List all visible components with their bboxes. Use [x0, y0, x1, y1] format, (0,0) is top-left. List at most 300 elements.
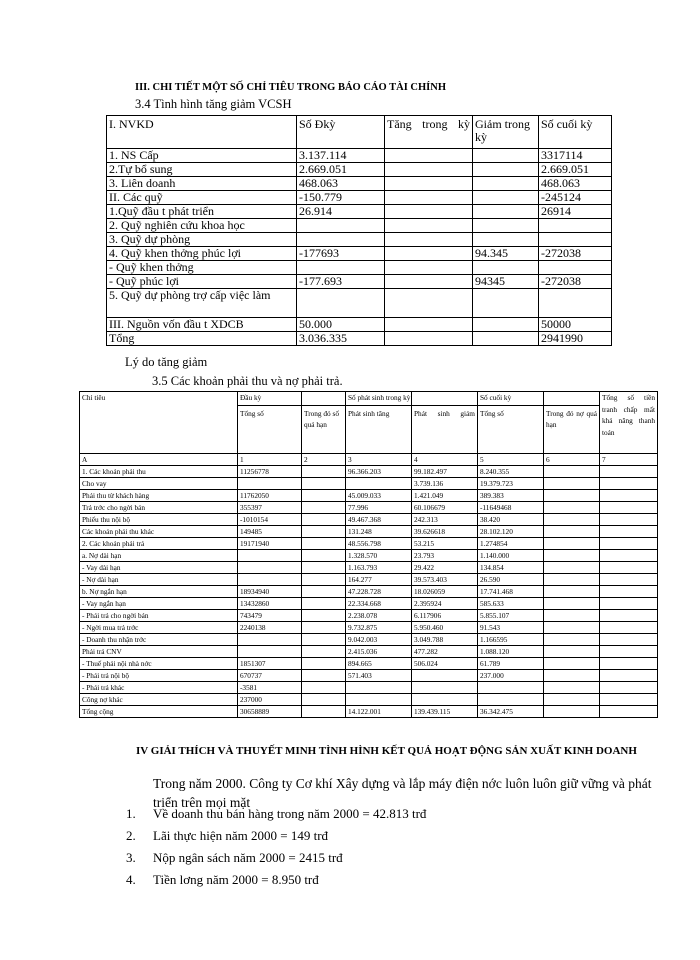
header-cell: Số cuối kỳ [539, 116, 612, 149]
header-cell [346, 392, 412, 454]
table-cell [302, 694, 346, 706]
table-cell: 13432860 [238, 598, 302, 610]
header-cell [302, 392, 346, 454]
table-cell [600, 634, 658, 646]
table-cell: 3.739.136 [412, 478, 478, 490]
table-cell [600, 526, 658, 538]
table-row [80, 490, 658, 502]
table-cell: 94345 [473, 275, 539, 289]
table-cell [600, 478, 658, 490]
table-row [107, 332, 612, 346]
table-cell: 1.421.049 [412, 490, 478, 502]
table-cell [297, 289, 385, 318]
table-cell [600, 550, 658, 562]
table-cell: 506.024 [412, 658, 478, 670]
table-cell [600, 490, 658, 502]
table-row [107, 191, 612, 205]
index-cell: 4 [412, 454, 478, 466]
table-cell [600, 646, 658, 658]
table-cell [600, 466, 658, 478]
index-cell: 5 [478, 454, 544, 466]
table-cell [302, 526, 346, 538]
table-cell [539, 261, 612, 275]
table-cell [473, 191, 539, 205]
table-cell: 29.422 [412, 562, 478, 574]
table-cell [302, 466, 346, 478]
table-row [80, 502, 658, 514]
table-cell: -245124 [539, 191, 612, 205]
table-cell [302, 670, 346, 682]
table-cell: 3. Quỹ dự phòng [107, 233, 297, 247]
table-cell [544, 466, 600, 478]
table-cell: Phải thu từ khách hàng [80, 490, 238, 502]
table-cell [297, 219, 385, 233]
table-cell: 23.793 [412, 550, 478, 562]
header-cell: Trong đó số quá hạn [304, 408, 340, 429]
table-cell [302, 538, 346, 550]
table-cell [473, 177, 539, 191]
table-cell [544, 610, 600, 622]
table-cell [473, 289, 539, 318]
table-cell: -272038 [539, 247, 612, 261]
table-cell: - Phải trả khác [80, 682, 238, 694]
header-cell: Tăng trong kỳ [385, 116, 473, 149]
table-cell: -177693 [297, 247, 385, 261]
header-cell [544, 392, 600, 454]
table-cell: 468.063 [297, 177, 385, 191]
list-item: 2. Lãi thực hiện năm 2000 = 149 trđ [126, 828, 329, 843]
header-cell: Tổng số [480, 408, 504, 418]
table-cell: 2.238.078 [346, 610, 412, 622]
table-cell [473, 332, 539, 346]
section-4-heading: IV GIẢI THÍCH VÀ THUYẾT MINH TÌNH HÌNH KẾT QUẢ HOẠT ĐỘNG SẢN XUẤT KINH DOANH [136, 745, 637, 757]
index-cell: 7 [600, 454, 658, 466]
header-cell: Giảm trong kỳ [473, 116, 539, 149]
table-cell: 3317114 [539, 149, 612, 163]
table-cell [385, 149, 473, 163]
table-cell: 9.732.875 [346, 622, 412, 634]
table-cell: 5.950.460 [412, 622, 478, 634]
table-cell: Tổng cộng [80, 706, 238, 718]
table-cell: 39.573.403 [412, 574, 478, 586]
table-row [80, 586, 658, 598]
table-cell: 1.140.000 [478, 550, 544, 562]
table-row [80, 562, 658, 574]
table-cell [302, 478, 346, 490]
table-row [80, 478, 658, 490]
table-cell: 9.042.003 [346, 634, 412, 646]
table-row [107, 177, 612, 191]
table-cell [385, 177, 473, 191]
table-cell [544, 538, 600, 550]
table-cell: - Quỹ khen thởng [107, 261, 297, 275]
table-cell: 1. NS Cấp [107, 149, 297, 163]
table-row [80, 466, 658, 478]
list-item: 3. Nộp ngân sách năm 2000 = 2415 trđ [126, 850, 343, 865]
table-cell: - Quỹ phúc lợi [107, 275, 297, 289]
table-cell: 8.240.355 [478, 466, 544, 478]
table-cell [544, 622, 600, 634]
table-cell: 99.182.497 [412, 466, 478, 478]
header-cell: Chỉ tiêu [80, 392, 238, 454]
header-cell: Phát sinh giảm [414, 408, 475, 418]
table-cell [544, 634, 600, 646]
table-cell [473, 219, 539, 233]
table-cell: 1851307 [238, 658, 302, 670]
table-cell: 237.000 [478, 670, 544, 682]
table-cell: 1.166595 [478, 634, 544, 646]
table-cell [238, 478, 302, 490]
table-cell: 3. Liên doanh [107, 177, 297, 191]
table-cell: 149485 [238, 526, 302, 538]
table-cell [600, 538, 658, 550]
table-cell [412, 694, 478, 706]
table-cell: 2.395924 [412, 598, 478, 610]
table-cell [385, 332, 473, 346]
table-cell: 94.345 [473, 247, 539, 261]
table-cell: 49.467.368 [346, 514, 412, 526]
table-cell [346, 682, 412, 694]
table-cell: 743479 [238, 610, 302, 622]
table-cell [600, 574, 658, 586]
table-cell [473, 261, 539, 275]
table-cell: 26914 [539, 205, 612, 219]
table-cell [600, 682, 658, 694]
equity-table-body [107, 149, 612, 346]
header-cell [412, 392, 478, 454]
table-cell [544, 706, 600, 718]
table-cell [385, 219, 473, 233]
table-cell [385, 233, 473, 247]
header-cell: Phát sinh tăng [348, 408, 390, 418]
list-item: 4. Tiền lơng năm 2000 = 8.950 trđ [126, 872, 319, 887]
table-cell [238, 574, 302, 586]
table-row [80, 634, 658, 646]
table-row [107, 289, 612, 318]
table-cell [600, 598, 658, 610]
table-cell [302, 706, 346, 718]
table-row [80, 682, 658, 694]
table-cell [302, 610, 346, 622]
table-cell: 18934940 [238, 586, 302, 598]
table-cell: 1.274854 [478, 538, 544, 550]
table-cell [302, 682, 346, 694]
table-cell [473, 233, 539, 247]
table-cell [539, 219, 612, 233]
table-cell: - Nợ dài hạn [80, 574, 238, 586]
table-cell: 1.Quỹ đầu t phát triển [107, 205, 297, 219]
table-cell [297, 261, 385, 275]
table-cell [600, 586, 658, 598]
table-cell: Phiếu thu nội bộ [80, 514, 238, 526]
table-cell [600, 670, 658, 682]
table-cell [302, 646, 346, 658]
table-cell: 3.049.788 [412, 634, 478, 646]
table-cell: 355397 [238, 502, 302, 514]
table-cell: 585.633 [478, 598, 544, 610]
table-row [80, 670, 658, 682]
header-group-label: Số cuối kỳ [478, 392, 543, 406]
table-cell [385, 275, 473, 289]
table-cell [544, 694, 600, 706]
table-cell: III. Nguồn vốn đầu t XDCB [107, 318, 297, 332]
table-cell: Trả trớc cho ngời bán [80, 502, 238, 514]
table-cell: 11256778 [238, 466, 302, 478]
header-group-label: Số phát sinh trong kỳ [346, 392, 411, 406]
table-cell [385, 205, 473, 219]
header-cell: Trong đó nợ quá hạn [546, 408, 597, 429]
table-cell: 2.415.036 [346, 646, 412, 658]
table-cell [385, 247, 473, 261]
table-cell: 139.439.115 [412, 706, 478, 718]
table-cell: 38.420 [478, 514, 544, 526]
table-cell: - Phải trả nội bộ [80, 670, 238, 682]
table-cell [302, 622, 346, 634]
table-cell [302, 550, 346, 562]
table-row [80, 598, 658, 610]
list-item: 1. Về doanh thu bán hàng trong năm 2000 = 42.813 trđ [126, 806, 427, 821]
table-cell [385, 261, 473, 275]
table-cell [412, 682, 478, 694]
table-cell: 2.669.051 [539, 163, 612, 177]
table-cell [412, 670, 478, 682]
table-cell: -272038 [539, 275, 612, 289]
table-cell [544, 490, 600, 502]
table-cell: a. Nợ dài hạn [80, 550, 238, 562]
table-cell [544, 586, 600, 598]
table-row [80, 550, 658, 562]
table-row [107, 247, 612, 261]
table-row [107, 219, 612, 233]
section-3-5-title: 3.5 Các khoản phải thu và nợ phải trả. [152, 374, 343, 388]
table-cell: 36.342.475 [478, 706, 544, 718]
table-cell [544, 526, 600, 538]
table-cell: 50.000 [297, 318, 385, 332]
table-cell: 2.669.051 [297, 163, 385, 177]
table-cell [238, 646, 302, 658]
table-cell: 670737 [238, 670, 302, 682]
table-cell [238, 562, 302, 574]
table-cell [302, 490, 346, 502]
table-cell: 5.855.107 [478, 610, 544, 622]
table-cell [600, 514, 658, 526]
table-cell: Các khoản phải thu khác [80, 526, 238, 538]
table-cell [302, 586, 346, 598]
table-cell [539, 289, 612, 318]
reason-label: Lý do tăng giảm [125, 355, 208, 369]
table-cell: Cho vay [80, 478, 238, 490]
section-4-paragraph: Trong năm 2000. Công ty Cơ khí Xây dựng và lắp máy điện nớc luôn luôn giữ vững và phát triển trên mọi mặt [153, 776, 652, 810]
table-cell: 3.036.335 [297, 332, 385, 346]
table-cell [600, 610, 658, 622]
table-cell: 131.248 [346, 526, 412, 538]
table-cell: 26.914 [297, 205, 385, 219]
header-cell [238, 392, 302, 454]
table-cell: 60.106679 [412, 502, 478, 514]
table-cell: 468.063 [539, 177, 612, 191]
table-row [107, 205, 612, 219]
table-cell [302, 562, 346, 574]
table-cell [385, 163, 473, 177]
table-row [80, 526, 658, 538]
table-cell [478, 682, 544, 694]
table-cell: 1.328.570 [346, 550, 412, 562]
table-cell: 164.277 [346, 574, 412, 586]
table-cell: 22.334.668 [346, 598, 412, 610]
header-cell: Tổng số [240, 408, 264, 418]
table-cell: 19171940 [238, 538, 302, 550]
table-cell [478, 694, 544, 706]
table-cell: 17.741.468 [478, 586, 544, 598]
table-cell [544, 550, 600, 562]
table-row [107, 318, 612, 332]
header-cell: I. NVKD [107, 116, 297, 149]
table-cell [544, 562, 600, 574]
table-cell: 47.228.728 [346, 586, 412, 598]
table-cell: 2240138 [238, 622, 302, 634]
table-cell [544, 478, 600, 490]
table-cell [473, 318, 539, 332]
table-cell: 1. Các khoản phải thu [80, 466, 238, 478]
table-row [107, 149, 612, 163]
table-cell [302, 658, 346, 670]
table-row [80, 538, 658, 550]
table-row [80, 706, 658, 718]
table-cell [302, 634, 346, 646]
section-3-heading: III. CHI TIẾT MỘT SỐ CHỈ TIÊU TRONG BÁO CÁO TÀI CHÍNH [135, 82, 447, 93]
table-cell [600, 706, 658, 718]
table-cell: II. Các quỹ [107, 191, 297, 205]
table-row [80, 658, 658, 670]
table-cell [600, 562, 658, 574]
table-row [80, 646, 658, 658]
table-cell: 11762050 [238, 490, 302, 502]
table-header-row [107, 116, 612, 149]
table-cell: 242.313 [412, 514, 478, 526]
results-list [126, 806, 426, 894]
table-cell: 18.026059 [412, 586, 478, 598]
table-cell: - Ngời mua trả trớc [80, 622, 238, 634]
table-cell [297, 233, 385, 247]
table-cell [544, 658, 600, 670]
table-row [107, 163, 612, 177]
table-cell: 389.383 [478, 490, 544, 502]
table-cell: -1010154 [238, 514, 302, 526]
table-cell: 77.996 [346, 502, 412, 514]
table-cell: 4. Quỹ khen thởng phúc lợi [107, 247, 297, 261]
table-cell [346, 694, 412, 706]
table-cell [544, 670, 600, 682]
table-cell: -177.693 [297, 275, 385, 289]
table-cell [544, 682, 600, 694]
table-cell: 1.163.793 [346, 562, 412, 574]
table-cell: 91.543 [478, 622, 544, 634]
table-cell [600, 502, 658, 514]
section-3-4-title: 3.4 Tình hình tăng giảm VCSH [135, 97, 292, 111]
table-cell: - Doanh thu nhận trớc [80, 634, 238, 646]
table-cell: - Phải trả cho ngời bán [80, 610, 238, 622]
table-cell [539, 233, 612, 247]
table-cell: 39.626618 [412, 526, 478, 538]
table-cell [473, 163, 539, 177]
table-row [80, 610, 658, 622]
table-cell: 237000 [238, 694, 302, 706]
table-cell: 45.009.033 [346, 490, 412, 502]
table-cell: 26.590 [478, 574, 544, 586]
table-cell [544, 574, 600, 586]
table-cell [544, 646, 600, 658]
table-cell: 50000 [539, 318, 612, 332]
table-cell: Tổng [107, 332, 297, 346]
table-cell: 1.088.120 [478, 646, 544, 658]
table-cell: 6.117906 [412, 610, 478, 622]
table-cell: -3581 [238, 682, 302, 694]
receivables-table-body [80, 454, 658, 718]
index-row [80, 454, 658, 466]
table-row [80, 622, 658, 634]
table-cell: 134.854 [478, 562, 544, 574]
table-cell [302, 502, 346, 514]
table-cell [600, 622, 658, 634]
receivables-payables-table [79, 391, 658, 718]
table-cell: 2. Quỹ nghiên cứu khoa học [107, 219, 297, 233]
table-cell: 53.215 [412, 538, 478, 550]
table-cell: 14.122.001 [346, 706, 412, 718]
table-cell: 3.137.114 [297, 149, 385, 163]
table-cell [346, 478, 412, 490]
table-cell [385, 318, 473, 332]
table-cell: 2941990 [539, 332, 612, 346]
index-cell: 2 [302, 454, 346, 466]
table-row [80, 694, 658, 706]
table-cell: 894.665 [346, 658, 412, 670]
index-cell: 6 [544, 454, 600, 466]
table-row [107, 275, 612, 289]
table-cell [544, 502, 600, 514]
index-cell: A [80, 454, 238, 466]
table-cell [302, 574, 346, 586]
index-cell: 1 [238, 454, 302, 466]
table-cell [544, 514, 600, 526]
table-cell [473, 149, 539, 163]
table-cell: 96.366.203 [346, 466, 412, 478]
index-cell: 3 [346, 454, 412, 466]
table-cell: 61.789 [478, 658, 544, 670]
header-cell [478, 392, 544, 454]
table-header-row [80, 392, 658, 454]
table-cell [600, 658, 658, 670]
table-cell: Công nợ khác [80, 694, 238, 706]
table-cell: - Vay dài hạn [80, 562, 238, 574]
table-cell: Phải trả CNV [80, 646, 238, 658]
table-cell: 477.282 [412, 646, 478, 658]
table-cell: b. Nợ ngắn hạn [80, 586, 238, 598]
table-cell [544, 598, 600, 610]
table-cell: 19.379.723 [478, 478, 544, 490]
table-cell [302, 514, 346, 526]
table-cell: 48.556.798 [346, 538, 412, 550]
table-cell: - Vay ngắn hạn [80, 598, 238, 610]
table-cell [302, 598, 346, 610]
table-row [80, 514, 658, 526]
table-cell: 571.403 [346, 670, 412, 682]
table-cell [385, 191, 473, 205]
table-cell [238, 550, 302, 562]
table-cell [238, 634, 302, 646]
table-cell: 28.102.120 [478, 526, 544, 538]
table-row [107, 233, 612, 247]
table-cell: -11649468 [478, 502, 544, 514]
